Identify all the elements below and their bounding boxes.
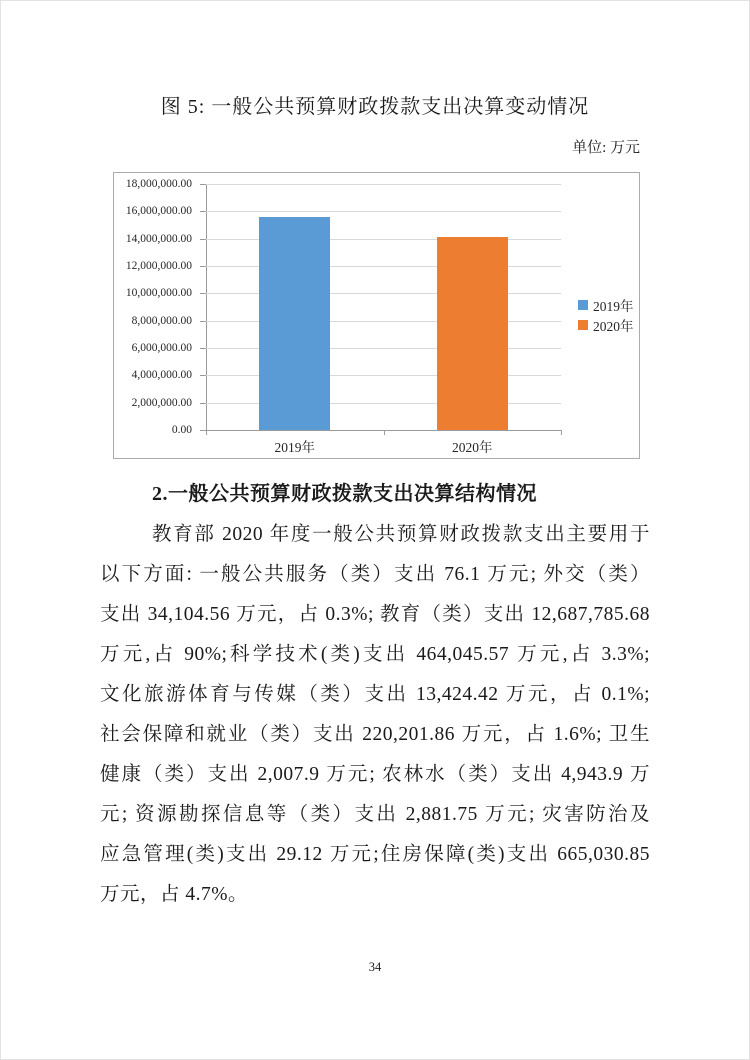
page-number: 34 bbox=[368, 960, 382, 974]
body-line: 支出 34,104.56 万元，占 0.3%; 教育（类）支出 12,687,785.68 bbox=[100, 604, 650, 625]
body-line: 万元，占 4.7%。 bbox=[100, 884, 248, 905]
body-line: 健康（类）支出 2,007.9 万元; 农林水（类）支出 4,943.9 万 bbox=[100, 764, 650, 785]
legend-label: 2019年 bbox=[593, 299, 634, 314]
body-line: 社会保障和就业（类）支出 220,201.86 万元，占 1.6%; 卫生 bbox=[100, 724, 650, 745]
y-tick-mark bbox=[200, 348, 206, 349]
y-tick-mark bbox=[200, 403, 206, 404]
body-line: 文化旅游体育与传媒（类）支出 13,424.42 万元，占 0.1%; bbox=[100, 684, 650, 705]
y-tick-mark bbox=[200, 266, 206, 267]
x-category-label: 2020年 bbox=[452, 440, 493, 455]
bar-2020年 bbox=[437, 237, 508, 430]
y-tick-mark bbox=[200, 375, 206, 376]
y-tick-label: 16,000,000.00 bbox=[125, 205, 192, 218]
body-line: 应急管理(类)支出 29.12 万元;住房保障(类)支出 665,030.85 bbox=[100, 844, 650, 865]
legend-item bbox=[578, 295, 634, 315]
legend-item bbox=[578, 315, 634, 335]
figure-title: 图 5: 一般公共预算财政拨款支出决算变动情况 bbox=[160, 96, 590, 118]
y-tick-label: 10,000,000.00 bbox=[125, 287, 192, 300]
legend-label: 2020年 bbox=[593, 319, 634, 334]
y-tick-label: 12,000,000.00 bbox=[125, 260, 192, 272]
chart-legend bbox=[578, 295, 634, 335]
y-tick-label: 6,000,000.00 bbox=[131, 342, 192, 354]
y-tick-mark bbox=[200, 293, 206, 294]
legend-swatch-icon bbox=[578, 320, 588, 330]
x-category-label: 2019年 bbox=[274, 440, 315, 455]
legend-swatch-icon bbox=[578, 300, 588, 310]
body-line: 元; 资源勘探信息等（类）支出 2,881.75 万元; 灾害防治及 bbox=[100, 804, 650, 825]
y-tick-label: 0.00 bbox=[171, 424, 192, 436]
x-tick-mark bbox=[206, 430, 207, 435]
body-line: 万元,占 90%;科学技术(类)支出 464,045.57 万元,占 3.3%; bbox=[100, 644, 650, 665]
bar-chart bbox=[113, 172, 640, 459]
y-tick-label: 18,000,000.00 bbox=[125, 178, 192, 190]
unit-label: 单位: 万元 bbox=[572, 140, 640, 156]
y-tick-label: 4,000,000.00 bbox=[131, 369, 192, 382]
y-tick-mark bbox=[200, 239, 206, 240]
x-tick-mark bbox=[384, 430, 385, 435]
body-line: 以下方面: 一般公共服务（类）支出 76.1 万元; 外交（类） bbox=[100, 564, 650, 585]
y-tick-mark bbox=[200, 321, 206, 322]
x-tick-mark bbox=[561, 430, 562, 435]
gridline bbox=[206, 184, 561, 185]
y-tick-mark bbox=[200, 211, 206, 212]
gridline bbox=[206, 211, 561, 212]
y-tick-label: 8,000,000.00 bbox=[131, 314, 192, 327]
body-paragraph bbox=[100, 515, 650, 915]
plot-area bbox=[206, 184, 561, 430]
y-tick-label: 2,000,000.00 bbox=[131, 396, 192, 409]
body-line: 教育部 2020 年度一般公共预算财政拨款支出主要用于 bbox=[152, 524, 650, 545]
section-heading: 2.一般公共预算财政拨款支出决算结构情况 bbox=[152, 483, 537, 505]
y-tick-label: 14,000,000.00 bbox=[125, 232, 192, 245]
bar-2019年 bbox=[259, 217, 330, 430]
y-tick-mark bbox=[200, 184, 206, 185]
